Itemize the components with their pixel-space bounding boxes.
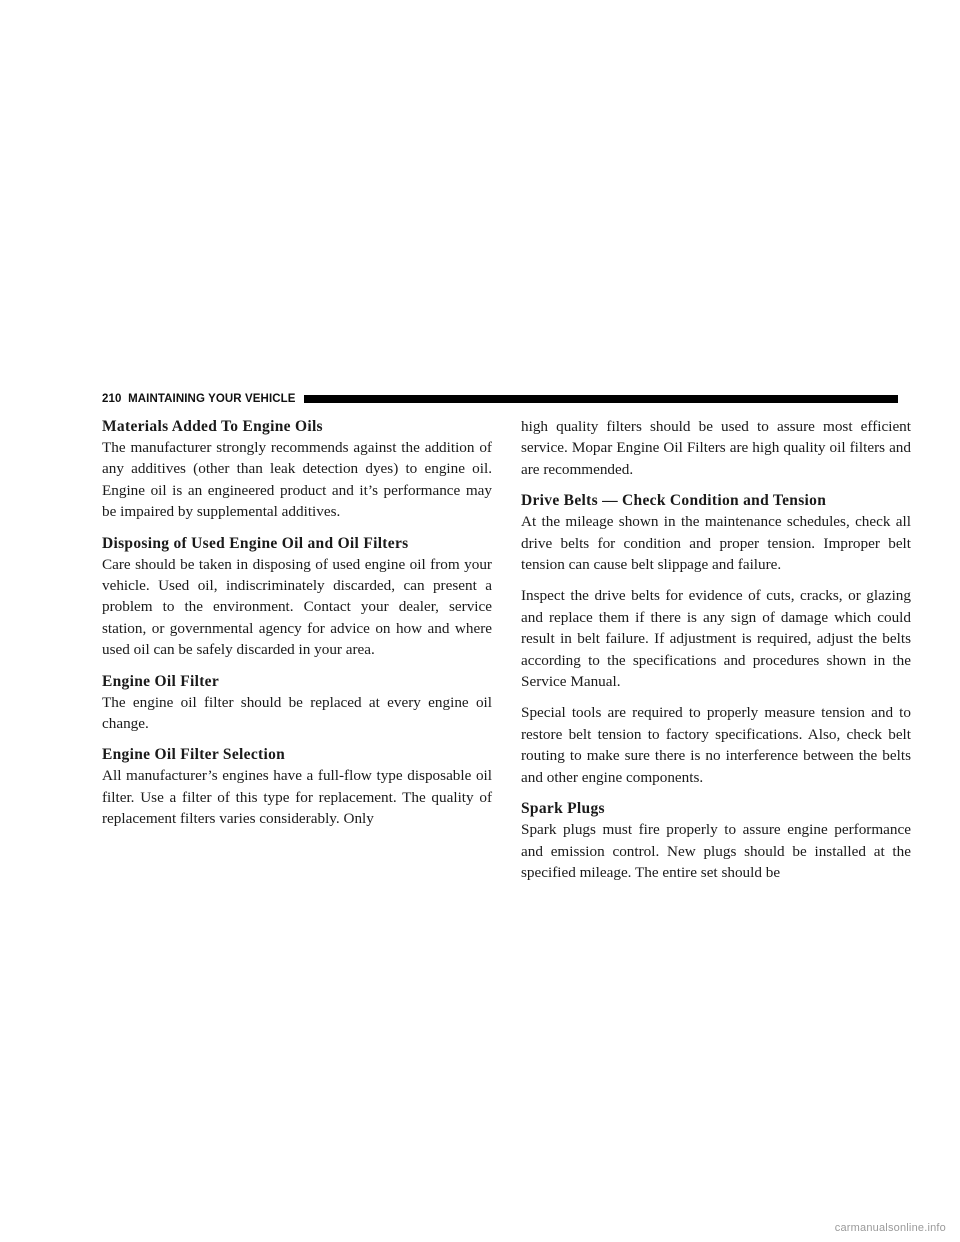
page-number: 210 xyxy=(102,393,122,405)
paragraph-spark-plugs: Spark plugs must fire properly to assure engine performance and emission control. New plugs should be installed at the specified mileage. The entire set should be xyxy=(521,821,911,881)
paragraph-drive-belts-1: At the mileage shown in the maintenance schedules, check all drive belts for condition and proper tension. Improper belt tension can cause belt slippage and failure. xyxy=(521,513,911,574)
page-header-text xyxy=(102,393,296,405)
heading-engine-oil-filter: Engine Oil Filter xyxy=(102,672,220,690)
heading-disposing-used-oil: Disposing of Used Engine Oil and Oil Filters xyxy=(102,534,409,552)
paragraph-drive-belts-2: Inspect the drive belts for evidence of cuts, cracks, or glazing and replace them if there is any sign of damage which could result in belt failure. If adjustment is required, adjust the belts according to the specifications and procedures shown in the Service Manual. xyxy=(521,587,911,691)
paragraph-engine-oil-filter: The engine oil filter should be replaced at every engine oil change. xyxy=(102,693,492,733)
left-column xyxy=(102,416,492,840)
heading-materials-added: Materials Added To Engine Oils xyxy=(102,418,323,435)
paragraph-drive-belts-3: Special tools are required to properly measure tension and to restore belt tension to factory specifications. Also, check belt routing to make sure there is no interference between the belts and other engine components. xyxy=(521,704,911,786)
footer-watermark: carmanualsonline.info xyxy=(834,1222,946,1234)
heading-spark-plugs: Spark Plugs xyxy=(521,800,605,818)
paragraph-filter-continuation: high quality filters should be used to assure most efficient service. Mopar Engine Oil Filters are high quality oil filters and are recommended. xyxy=(521,418,911,478)
paragraph-oil-filter-selection: All manufacturer’s engines have a full-flow type disposable oil filter. Use a filter of this type for replacement. The quality of replacement filters varies considerably. Only xyxy=(102,767,492,828)
heading-oil-filter-selection: Engine Oil Filter Selection xyxy=(102,746,286,764)
paragraph-materials-added: The manufacturer strongly recommends against the addition of any additives (other than leak detection dyes) to engine oil. Engine oil is an engineered product and it’s performance may be impaired by supplemental additives. xyxy=(102,439,492,521)
section-title: MAINTAINING YOUR VEHICLE xyxy=(128,393,296,405)
page-header xyxy=(102,392,898,406)
paragraph-disposing-used-oil: Care should be taken in disposing of used engine oil from your vehicle. Used oil, indiscriminately discarded, can present a problem to the environment. Contact your dealer, service station, or governmental agency for advice on how and where used oil can be safely discarded in your area. xyxy=(102,555,492,659)
header-rule-bar xyxy=(304,395,898,403)
right-column xyxy=(521,416,911,893)
heading-drive-belts: Drive Belts — Check Condition and Tension xyxy=(521,492,827,510)
